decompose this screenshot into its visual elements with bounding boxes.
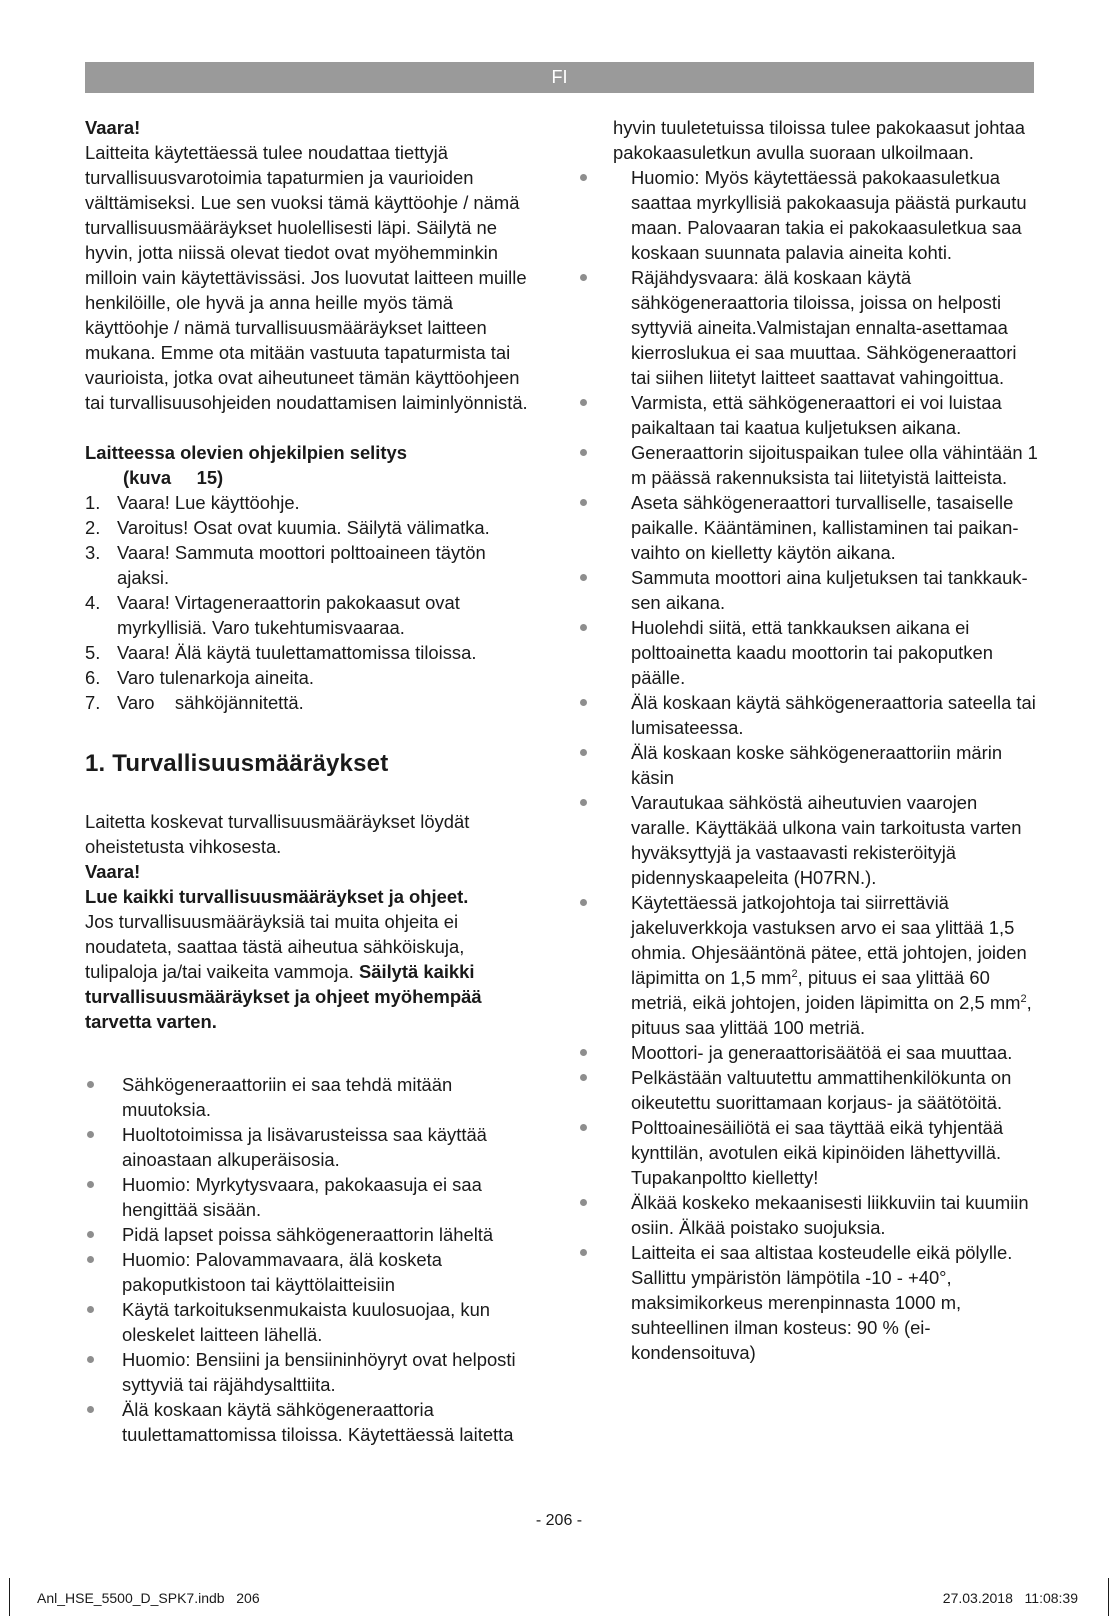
list-item	[85, 515, 530, 540]
superscript: 2	[791, 967, 798, 980]
list-item: Aseta sähkögeneraattori turvalliselle, tasaiselle paikalle. Kääntäminen, kallistaminen tai paikan-vaihto on kielletty käytön aikana.	[598, 490, 1040, 565]
list-item	[85, 665, 530, 690]
keep-instructions: Säilytä kaikki turvallisuusmääräykset ja ohjeet myöhempää tarvetta varten.	[85, 961, 482, 1032]
extension-text-2: , pituus ei saa ylittää 60 metriä, eikä johtojen, joiden läpimitta on 2,5 mm	[631, 967, 1021, 1013]
footer-filename: Anl_HSE_5500_D_SPK7.indb 206	[37, 1590, 260, 1606]
item-text: Vaara! Älä käytä tuulettamattomissa tiloissa.	[117, 642, 477, 663]
list-item	[85, 490, 530, 515]
list-item: Huoltotoimissa ja lisävarusteissa saa käyttää ainoastaan alkuperäisosia.	[85, 1122, 530, 1172]
labels-list	[85, 490, 530, 715]
item-number: 1.	[85, 492, 101, 513]
list-item: Älä koskaan käytä sähkögeneraattoria sateella tai lumisateessa.	[598, 690, 1040, 740]
crop-mark-left	[9, 1578, 10, 1616]
list-item: Huolehdi siitä, että tankkauksen aikana ei polttoainetta kaadu moottorin tai pakoputken päälle.	[598, 615, 1040, 690]
item-text: Varoitus! Osat ovat kuumia. Säilytä välimatka.	[117, 517, 490, 538]
list-item: Älä koskaan käytä sähkögeneraattoria tuulettamattomissa tiloissa. Käytettäessä laitetta	[85, 1397, 530, 1447]
list-item: Huomio: Myös käytettäessä pakokaasuletkua saattaa myrkyllisiä pakokaasuja päästä purkautu maan. Palovaaran takia ei pakokaasuletkua saa koskaan suunnata palavia aineita kohti.	[598, 165, 1040, 265]
language-header-bar	[85, 62, 1034, 93]
list-item: Sähkögeneraattoriin ei saa tehdä mitään muutoksia.	[85, 1072, 530, 1122]
item-text: Vaara! Sammuta moottori polttoaineen täytön ajaksi.	[117, 542, 486, 588]
list-item: Käytä tarkoituksenmukaista kuulosuojaa, kun oleskelet laitteen lähellä.	[85, 1297, 530, 1347]
list-item: Generaattorin sijoituspaikan tulee olla vähintään 1 m päässä rakennuksista tai liitetyistä laitteista.	[598, 440, 1040, 490]
list-item-extension-cable	[598, 890, 1040, 1040]
item-number: 5.	[85, 642, 101, 663]
list-item: Varmista, että sähkögeneraattori ei voi luistaa paikaltaan tai kaatua kuljetuksen aikana.	[598, 390, 1040, 440]
extension-text-3: , pituus saa ylittää 100 metriä.	[631, 992, 1032, 1038]
crop-mark-right	[1108, 1578, 1109, 1616]
list-item: Moottori- ja generaattorisäätöä ei saa muuttaa.	[598, 1040, 1040, 1065]
extension-text-1: Käytettäessä jatkojohtoja tai siirrettäviä jakeluverkkoja vastuksen arvo ei saa ylittää 1,5 ohmia. Ohjesääntönä pätee, että johtojen, joiden läpimitta on 1,5 mm	[631, 892, 1027, 988]
consequence-text: Jos turvallisuusmääräyksiä tai muita ohjeita ei noudateta, saattaa tästä aiheutua sähköiskuja, tulipaloja ja/tai vaikeita vammoja.	[85, 911, 465, 982]
item-text: Vaara! Lue käyttöohje.	[117, 492, 300, 513]
item-text: Varo tulenarkoja aineita.	[117, 667, 314, 688]
item-number: 3.	[85, 542, 101, 563]
right-column	[580, 115, 1040, 1365]
read-all-instructions: Lue kaikki turvallisuusmääräykset ja ohjeet.	[85, 886, 469, 907]
list-item: Huomio: Bensiini ja bensiininhöyryt ovat helposti syttyviä tai räjähdysalttiita.	[85, 1347, 530, 1397]
safety-bullets-right	[580, 165, 1040, 1365]
item-text: Varo sähköjännitettä.	[117, 692, 304, 713]
intro-paragraph: Laitteita käytettäessä tulee noudattaa tiettyjä turvallisuusvarotoimia tapaturmien ja vaurioiden välttämiseksi. Lue sen vuoksi tämä käyttöohje / nämä turvallisuusmääräykset huolellisesti läpi. Säilytä ne hyvin, jotta niissä olevat tiedot ovat myöhemminkin milloin vain käytettävissäsi. Jos luovutat laitteen muille henkilöille, ole hyvä ja anna heille myös tämä käyttöohje / nämä turvallisuusmääräykset laitteen mukana. Emme ota mitään vastuuta tapaturmista tai vaurioista, jotka ovat aiheutuneet tämän käyttöohjeen tai turvallisuusohjeiden noudattamisen laiminlyönnistä.	[85, 142, 528, 413]
continuation-text: hyvin tuuletetuissa tiloissa tulee pakokaasut johtaa pakokaasuletkun avulla suoraan ulkoilmaan.	[613, 117, 1026, 163]
list-item: Huomio: Palovammavaara, älä kosketa pakoputkistoon tai käyttölaitteisiin	[85, 1247, 530, 1297]
warning-title-2: Vaara!	[85, 861, 141, 882]
list-item: Sammuta moottori aina kuljetuksen tai tankkauk-sen aikana.	[598, 565, 1040, 615]
list-item: Polttoainesäiliötä ei saa täyttää eikä tyhjentää kynttilän, avotulen eikä kipinöiden lähettyvillä. Tupakanpoltto kielletty!	[598, 1115, 1040, 1190]
list-item: Laitteita ei saa altistaa kosteudelle eikä pölylle. Sallittu ympäristön lämpötila -10 - +40°, maksimikorkeus merenpinnasta 1000 m, suhteellinen ilman kosteus: 90 % (ei-kondensoituva)	[598, 1240, 1040, 1365]
language-code: FI	[551, 67, 568, 87]
section-title: 1. Turvallisuusmääräykset	[85, 750, 389, 777]
list-item	[85, 640, 530, 665]
list-item: Pelkästään valtuutettu ammattihenkilökunta on oikeutettu suorittamaan korjaus- ja säätötöitä.	[598, 1065, 1040, 1115]
list-item: Älkää koskeko mekaanisesti liikkuviin tai kuumiin osiin. Älkää poistako suojuksia.	[598, 1190, 1040, 1240]
list-item: Huomio: Myrkytysvaara, pakokaasuja ei saa hengittää sisään.	[85, 1172, 530, 1222]
superscript: 2	[1020, 992, 1027, 1005]
footer-timestamp: 27.03.2018 11:08:39	[942, 1590, 1078, 1606]
warning-title: Vaara!	[85, 117, 141, 138]
labels-heading-figure: (kuva 15)	[123, 467, 224, 488]
left-column	[85, 115, 530, 1447]
item-text: Vaara! Virtageneraattorin pakokaasut ovat myrkyllisiä. Varo tukehtumisvaaraa.	[117, 592, 460, 638]
item-number: 2.	[85, 517, 101, 538]
list-item	[85, 690, 530, 715]
labels-heading: Laitteessa olevien ohjekilpien selitys	[85, 442, 407, 463]
section-intro: Laitetta koskevat turvallisuusmääräykset löydät oheistetusta vihkosesta.	[85, 811, 470, 857]
consequence-paragraph	[85, 909, 530, 1034]
list-item: Älä koskaan koske sähkögeneraattoriin märin käsin	[598, 740, 1040, 790]
page-number: - 206 -	[535, 1512, 583, 1529]
item-number: 4.	[85, 592, 101, 613]
safety-bullets-left	[85, 1072, 530, 1447]
list-item: Räjähdysvaara: älä koskaan käytä sähkögeneraattoria tiloissa, joissa on helposti syttyviä aineita.Valmistajan ennalta-asettamaa kierroslukua ei saa muuttaa. Sähkögeneraattori tai siihen liitetyt laitteet saattavat vahingoittua.	[598, 265, 1040, 390]
list-item: Pidä lapset poissa sähkögeneraattorin läheltä	[85, 1222, 530, 1247]
list-item: Varautukaa sähköstä aiheutuvien vaarojen varalle. Käyttäkää ulkona vain tarkoitusta varten hyväksyttyjä ja vastaavasti rekisteröityjä pidennyskaapeleita (H07RN.).	[598, 790, 1040, 890]
list-item	[85, 540, 530, 590]
item-number: 6.	[85, 667, 101, 688]
list-item	[85, 590, 530, 640]
item-number: 7.	[85, 692, 101, 713]
